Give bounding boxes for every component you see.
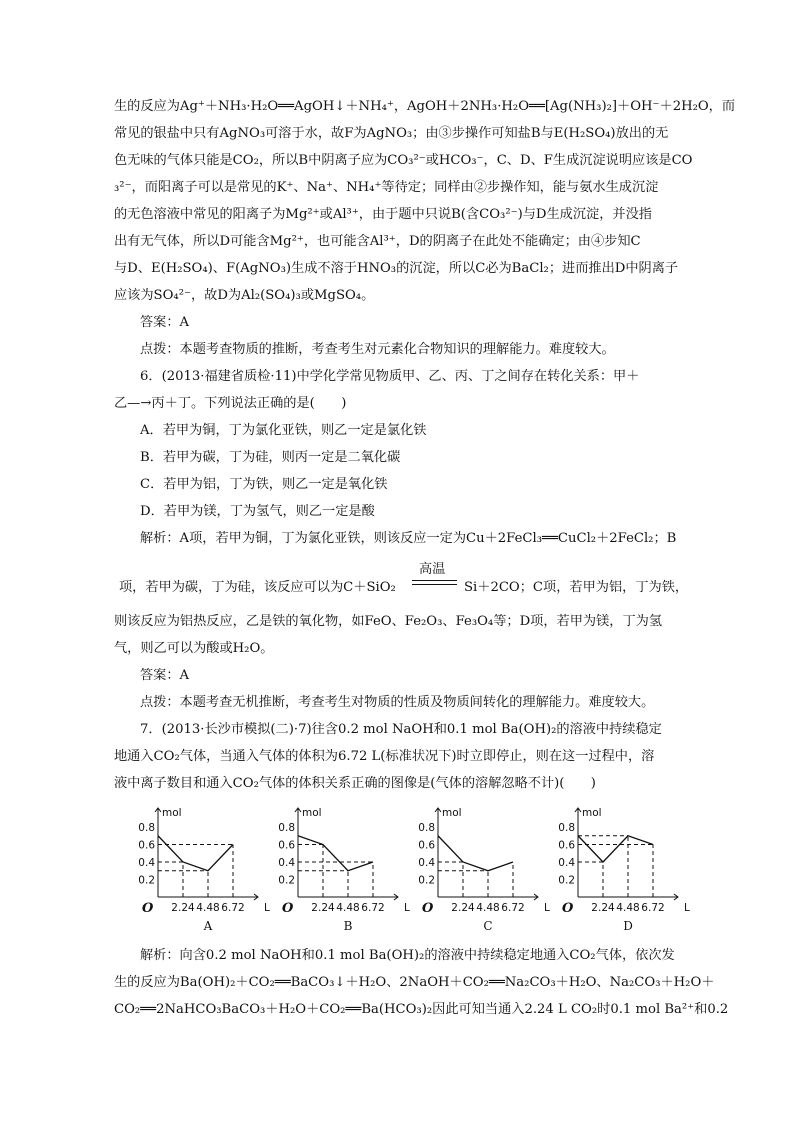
chart-A	[140, 800, 270, 940]
text-line: 则该反应为铝热反应，乙是铁的氧化物，如FeO、Fe₂O₃、Fe₃O₄等；D项，若甲为镁，丁为氢	[114, 614, 663, 629]
y-tick-label: 0.2	[558, 874, 575, 887]
x-axis-label: L	[404, 902, 410, 914]
x-tick-label: 2.24	[591, 902, 615, 914]
text-line: C．若甲为铝，丁为铁，则乙一定是氧化铁	[140, 477, 388, 492]
chart-axes	[295, 808, 398, 900]
guide-lines	[298, 845, 373, 898]
guide-lines	[158, 845, 233, 898]
series-line	[438, 836, 513, 871]
origin-label: O	[422, 901, 434, 916]
chart-axes	[435, 808, 538, 900]
text-line: 6．(2013·福建省质检·11)中学化学常见物质甲、乙、丙、丁之间存在转化关系：甲＋	[140, 369, 640, 384]
text-line: 点拨：本题考查无机推断，考查考生对物质的性质及物质间转化的理解能力。难度较大。	[140, 695, 655, 710]
y-tick-label: 0.6	[558, 839, 575, 852]
series-line	[578, 836, 653, 862]
reaction-before: 项，若甲为碳，丁为硅，该反应可以为C＋SiO₂	[119, 580, 396, 595]
text-line: 答案：A	[140, 315, 190, 330]
x-tick-label: 2.24	[171, 902, 195, 914]
x-axis-label: L	[684, 902, 690, 914]
chart-option-label: B	[343, 919, 353, 933]
chart-axes	[575, 808, 678, 900]
origin-label: O	[562, 901, 574, 916]
text-line: 答案：A	[140, 668, 190, 683]
chart-C	[420, 800, 550, 940]
y-tick-label: 0.4	[278, 857, 295, 869]
x-tick-label: 6.72	[641, 902, 665, 914]
answer-option-charts	[140, 800, 700, 940]
guide-lines	[438, 862, 513, 897]
x-tick-label: 2.24	[451, 902, 475, 914]
y-tick-label: 0.4	[558, 857, 575, 869]
text-line: 生的反应为Ba(OH)₂＋CO₂══BaCO₃↓＋H₂O、2NaOH＋CO₂══Na₂CO₃＋H₂O、Na₂CO₃＋H₂O＋	[114, 975, 715, 990]
series-line	[158, 836, 233, 871]
y-tick-label: 0.8	[138, 822, 155, 834]
text-line: D．若甲为镁，丁为氢气，则乙一定是酸	[140, 504, 375, 519]
text-line: 应该为SO₄²⁻，故D为Al₂(SO₄)₃或MgSO₄。	[114, 288, 375, 303]
text-line: 乙—→丙＋丁。下列说法正确的是( )	[114, 396, 347, 411]
text-line: 生的反应为Ag⁺＋NH₃·H₂O══AgOH↓＋NH₄⁺，AgOH＋2NH₃·H₂O══[Ag(NH₃)₂]＋OH⁻＋2H₂O，而	[114, 99, 736, 114]
y-tick-label: 0.8	[418, 822, 435, 834]
y-tick-label: 0.2	[278, 874, 295, 887]
y-tick-label: 0.6	[278, 839, 295, 852]
reaction-condition: 高温	[419, 562, 446, 577]
y-axis-label: mol	[582, 807, 602, 819]
y-tick-label: 0.8	[278, 822, 295, 834]
text-line: A．若甲为铜，丁为氯化亚铁，则乙一定是氯化铁	[140, 423, 427, 438]
text-line: 色无味的气体只能是CO₂，所以B中阴离子应为CO₃²⁻或HCO₃⁻，C、D、F生成沉淀说明应该是CO	[114, 153, 693, 168]
y-tick-label: 0.6	[418, 839, 435, 852]
x-axis-label: L	[544, 902, 550, 914]
text-line: 出有无气体，所以D可能含Mg²⁺，也可能含Al³⁺，D的阴离子在此处不能确定；由④步知C	[114, 234, 641, 249]
origin-label: O	[282, 901, 294, 916]
guide-lines	[578, 836, 653, 897]
x-tick-label: 6.72	[361, 902, 385, 914]
chart-option-label: A	[203, 919, 213, 933]
x-tick-label: 2.24	[311, 902, 335, 914]
y-tick-label: 0.4	[418, 857, 435, 869]
y-tick-label: 0.4	[138, 857, 155, 869]
x-tick-label: 4.48	[476, 902, 500, 914]
text-line: 7．(2013·长沙市模拟(二)·7)往含0.2 mol NaOH和0.1 mol Ba(OH)₂的溶液中持续稳定	[140, 722, 662, 737]
text-line: ₃²⁻，而阳离子可以是常见的K⁺、Na⁺、NH₄⁺等待定；同样由②步操作知，能与氨水生成沉淀	[114, 180, 659, 195]
y-tick-label: 0.6	[138, 839, 155, 852]
x-tick-label: 4.48	[336, 902, 360, 914]
text-line: 常见的银盐中只有AgNO₃可溶于水，故F为AgNO₃；由③步操作可知盐B与E(H₂SO₄)放出的无	[114, 126, 669, 141]
chart-D	[560, 800, 690, 940]
text-line: B．若甲为碳，丁为硅，则丙一定是二氧化碳	[140, 450, 401, 465]
reaction-after: Si＋2CO；C项，若甲为铝，丁为铁，	[464, 580, 689, 595]
y-tick-label: 0.2	[418, 874, 435, 887]
origin-label: O	[142, 901, 154, 916]
text-line: CO₂══2NaHCO₃BaCO₃＋H₂O＋CO₂══Ba(HCO₃)₂因此可知当通入2.24 L CO₂时0.1 mol Ba²⁺和0.2	[114, 1002, 729, 1017]
y-tick-label: 0.8	[558, 822, 575, 834]
y-axis-label: mol	[162, 807, 182, 819]
y-tick-label: 0.2	[138, 874, 155, 887]
y-axis-label: mol	[442, 807, 462, 819]
x-tick-label: 4.48	[616, 902, 640, 914]
chart-B	[280, 800, 410, 940]
x-axis-label: L	[264, 902, 270, 914]
y-axis-label: mol	[302, 807, 322, 819]
x-tick-label: 6.72	[221, 902, 245, 914]
text-line: 的无色溶液中常见的阳离子为Mg²⁺或Al³⁺，由于题中只说B(含CO₃²⁻)与D生成沉淀，并没指	[114, 207, 652, 222]
x-tick-label: 4.48	[196, 902, 220, 914]
text-line: 与D、E(H₂SO₄)、F(AgNO₃)生成不溶于HNO₃的沉淀，所以C必为BaCl₂；进而推出D中阴离子	[114, 261, 679, 276]
text-line: 液中离子数目和通入CO₂气体的体积关系正确的图像是(气体的溶解忽略不计)( )	[114, 776, 596, 791]
reaction-arrow-bar	[412, 580, 457, 581]
text-line: 点拨：本题考查物质的推断，考查考生对元素化合物知识的理解能力。难度较大。	[140, 342, 615, 357]
chart-option-label: C	[483, 919, 493, 933]
chart-axes	[155, 808, 258, 900]
series-line	[298, 836, 373, 871]
text-line: 解析：A项，若甲为铜，丁为氯化亚铁，则该反应一定为Cu＋2FeCl₃══CuCl₂＋2FeCl₂；B	[140, 531, 677, 546]
text-line: 气，则乙可以为酸或H₂O。	[114, 641, 274, 656]
text-line: 地通入CO₂气体，当通入气体的体积为6.72 L(标准状况下)时立即停止，则在这一过程中，溶	[114, 749, 655, 764]
x-tick-label: 6.72	[501, 902, 525, 914]
chart-option-label: D	[623, 919, 633, 933]
reaction-arrow-bar	[412, 584, 457, 585]
text-line: 解析：向含0.2 mol NaOH和0.1 mol Ba(OH)₂的溶液中持续稳定地通入CO₂气体，依次发	[140, 948, 675, 963]
